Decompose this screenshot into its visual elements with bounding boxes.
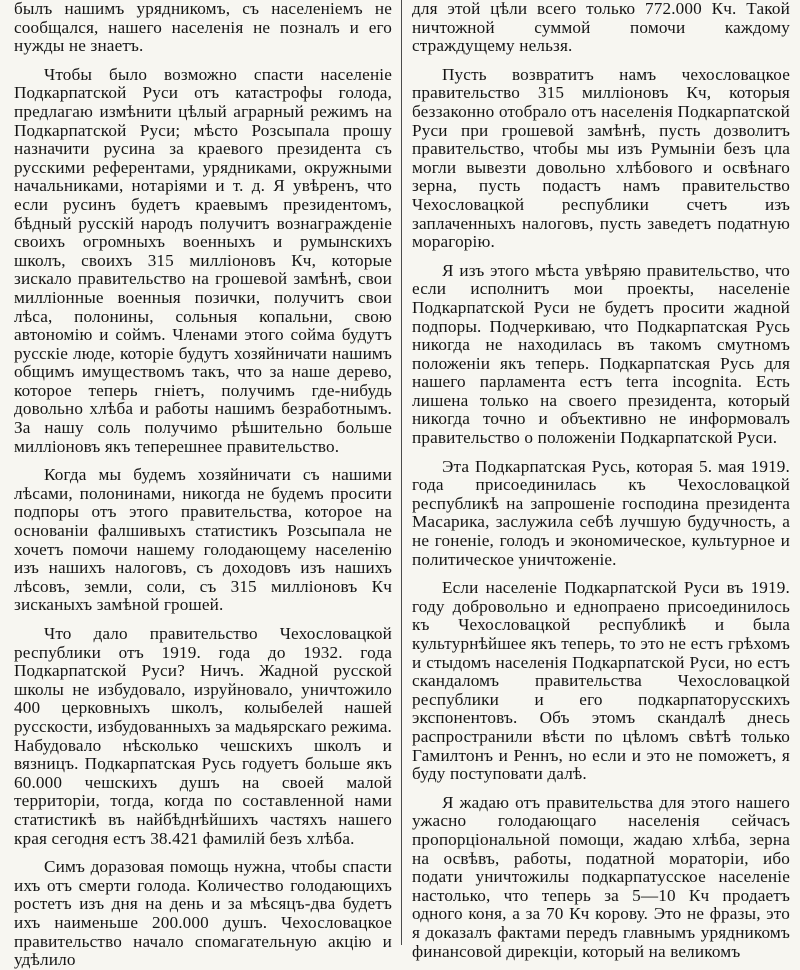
paragraph: Я изъ этого мѣста увѣряю правительство, что если исполнитъ мои проекты, населеніе Подкарпатской Руси не будетъ просити жадной подпоры. Подчеркиваю, что Подкарпатская Русь никогда не находилась въ такомъ смутномъ положеніи якъ теперь. Подкарпатская Русь для нашего парламента естъ terra incognita. Есть лишена только на своего президента, который никогда точно и объективно не информовалъ правительство о положеніи Подкарпатской Руси. (412, 260, 790, 448)
left-column (14, 0, 392, 970)
paragraph: Симъ доразовая помощь нужна, чтобы спасти ихъ отъ смерти голода. Количество голодающихъ ростетъ изъ дня на день и за мѣсяцъ-два будетъ ихъ наименьше 200.000 душъ. Чехословацкое правительство начало спомагательную акцію и удѣлило (14, 857, 392, 970)
column-divider (401, 0, 402, 945)
paragraph: Я жадаю отъ правительства для этого нашего ужасно голодающаго населенія сейчасъ пропорціональной помощи, жадаю хлѣба, зерна на освѣвъ, работы, податной мораторіи, ибо подати уничтожилы подкарпатусское населеніе настолько, что теперь за 5—10 Кч продаетъ одного коня, а за 70 Кч корову. Это не фразы, это я доказалъ фактами передъ главнымъ урядникомъ финансовой дирекціи, который на великомъ (412, 792, 790, 961)
paragraph: былъ нашимъ урядникомъ, съ населеніемъ не сообщался, нашего населенія не позналъ и его нужды не знаетъ. (14, 0, 392, 56)
paragraph: Если населеніе Подкарпатской Руси въ 1919. году добровольно и еднопраено присоединилось къ Чехословацкой республикѣ и была культурнѣйшее якъ теперь, то это не естъ грѣхомъ и стыдомъ населенія Подкарпатской Руси, но естъ скандаломъ правительства Чехословацкой республики и его подкарпаторусскихъ экспонентовъ. Объ этомъ скандалѣ днесь распространили вѣсти по цѣломъ свѣтѣ только Гамилтонъ и Реннъ, но если и это не поможетъ, я буду поступовати далѣ. (412, 578, 790, 784)
right-column (412, 0, 790, 961)
paragraph: Чтобы было возможно спасти населеніе Подкарпатской Руси отъ катастрофы голода, предлагаю измѣнити цѣлый аграрный режимъ на Подкарпатской Руси; мѣсто Розсыпала прошу назначити русина за краевого президента съ русскими референтами, урядниками, окружными начальниками, нотаріями и т. д. Я увѣренъ, что если русинъ будетъ краевымъ президентомъ, бѣдный русскій народъ получитъ вознагражденіе своихъ огромныхъ военныхъ и румынскихъ школъ, своихъ 315 милліоновъ Кч, которые зискало правительство на грошевой замѣнѣ, свои милліонные военныя позички, получитъ свои лѣса, полонины, сольныя копальни, свою автономію и соймъ. Членами этого сойма будутъ русскіе люде, которіе будутъ хозяйничати нашимъ общимъ имуществомъ такъ, что за наше дерево, которое теперь гніетъ, получимъ где-нибудь довольно хлѣба и работы нашимъ безработнымъ. За нашу соль получимо рѣшительно больше милліоновъ якъ теперешнее правительство. (14, 64, 392, 456)
paragraph: Что дало правительство Чехословацкой республики отъ 1919. года до 1932. года Подкарпатской Руси? Ничъ. Жадной русской школы не избудовало, изруйновало, уничтожило 400 церковныхъ школъ, колыбелей нашей русскости, избудованныхъ за мадьярскаго режима. Набудовало нѣсколько чешскихъ школъ и вязницъ. Подкарпатская Русь годуетъ больше якъ 60.000 чешскихъ душъ на своей малой территоріи, тогда, когда по составленной нами статистикѣ въ найбѣднѣйшихъ частяхъ нашего края сегодня естъ 38.421 фамилій безъ хлѣба. (14, 624, 392, 848)
paragraph: Пусть возвратитъ намъ чехословацкое правительство 315 милліоновъ Кч, которыя беззаконно отобрало отъ населенія Подкарпатской Руси при грошевой замѣнѣ, пусть дозволитъ правительство, чтобы мы изъ Румыніи безъ цла могли вывезти довольно хлѣбового и освѣнаго зерна, пусть подастъ намъ правительство Чехословацкой республики счетъ изъ заплаченныхъ налоговъ, пусть заведетъ податную морагорію. (412, 64, 790, 252)
paragraph: Эта Подкарпатская Русь, которая 5. мая 1919. года присоединилась къ Чехословацкой республикѣ на запрошеніе господина президента Масарика, заслужила себѣ лучшую будучность, а не гоненіе, голодъ и экономическое, культурное и политическое уничтоженіе. (412, 456, 790, 569)
paragraph: для этой цѣли всего только 772.000 Кч. Такой ничтожной суммой помочи каждому страждущему нельзя. (412, 0, 790, 56)
paragraph: Когда мы будемъ хозяйничати съ нашими лѣсами, полонинами, никогда не будемъ просити подпоры отъ этого правительства, которое на основаніи фалшивыхъ статистикъ Розсыпала не хочетъ помочи нашему голодающему населенію изъ нашихъ налоговъ, съ доходовъ изъ нашихъ лѣсовъ, земли, соли, съ 315 милліоновъ Кч зисканыхъ замѣной грошей. (14, 465, 392, 615)
